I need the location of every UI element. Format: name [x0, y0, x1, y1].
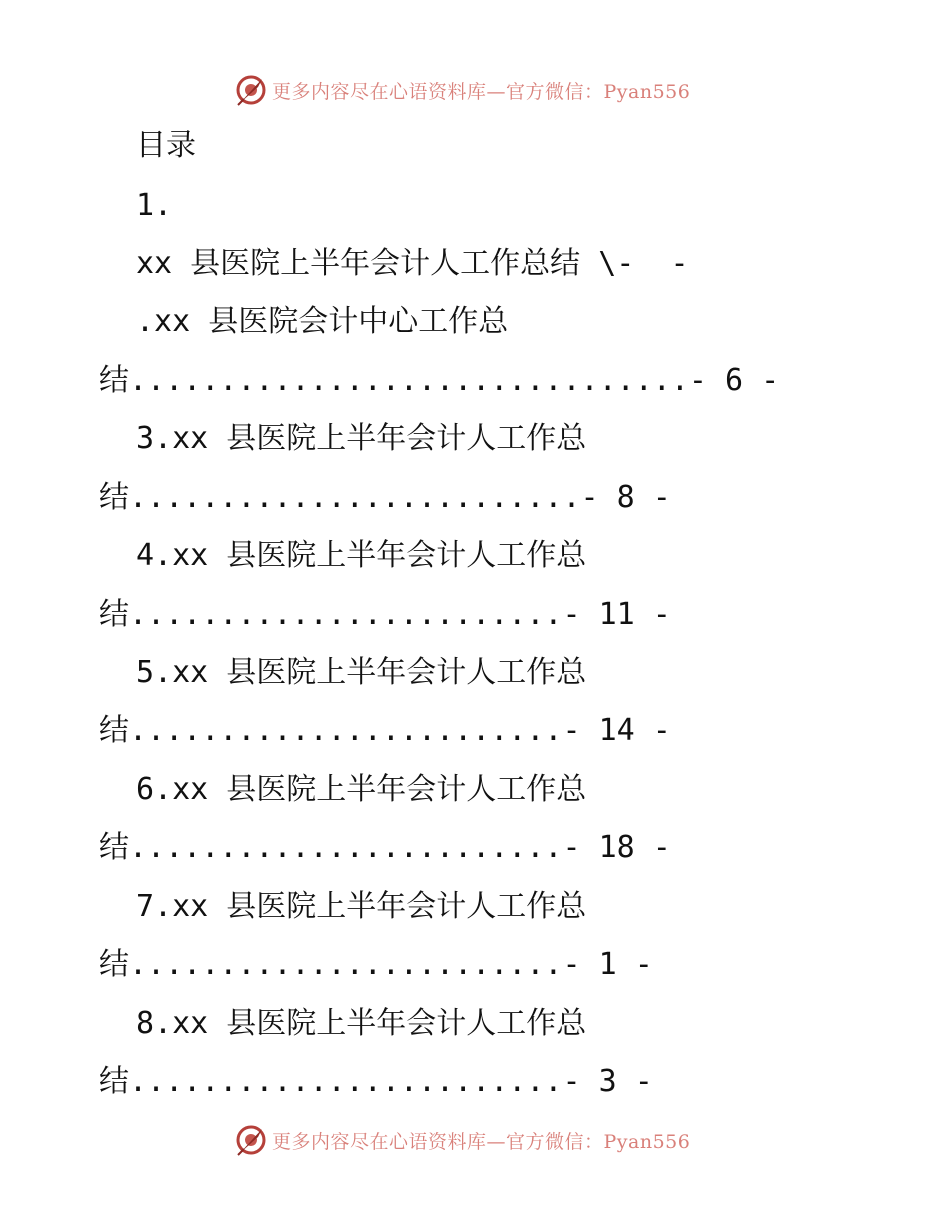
quill-pen-icon — [234, 1123, 268, 1157]
toc-line: 7.xx 县医院上半年会计人工作总 — [136, 889, 587, 924]
toc-line: 6.xx 县医院上半年会计人工作总 — [136, 772, 587, 807]
footer-banner — [234, 1120, 690, 1160]
toc-line: 结........................- 1 - — [99, 947, 653, 982]
banner-text: 更多内容尽在心语资料库—官方微信：Pyan556 — [272, 1130, 691, 1153]
toc-line: 结........................- 14 - — [99, 713, 671, 748]
toc-line: 结........................- 11 - — [99, 597, 671, 632]
toc-line: 8.xx 县医院上半年会计人工作总 — [136, 1006, 587, 1041]
toc-line: 结........................- 3 - — [99, 1064, 653, 1099]
header-banner — [234, 70, 690, 110]
toc-line: 5.xx 县医院上半年会计人工作总 — [136, 655, 587, 690]
toc-line: xx 县医院上半年会计人工作总结 \- - — [136, 246, 689, 281]
toc-line: 1. — [136, 188, 173, 223]
toc-line: 结........................- 18 - — [99, 830, 671, 865]
toc-title: 目录 — [136, 128, 196, 163]
toc-line: 结.........................- 8 - — [99, 480, 671, 515]
quill-pen-icon — [234, 73, 268, 107]
toc-line: 结...............................- 6 - — [99, 363, 780, 398]
toc-line: .xx 县医院会计中心工作总 — [136, 304, 509, 339]
toc-line: 4.xx 县医院上半年会计人工作总 — [136, 538, 587, 573]
banner-text: 更多内容尽在心语资料库—官方微信：Pyan556 — [272, 80, 691, 103]
toc-line: 3.xx 县医院上半年会计人工作总 — [136, 421, 587, 456]
